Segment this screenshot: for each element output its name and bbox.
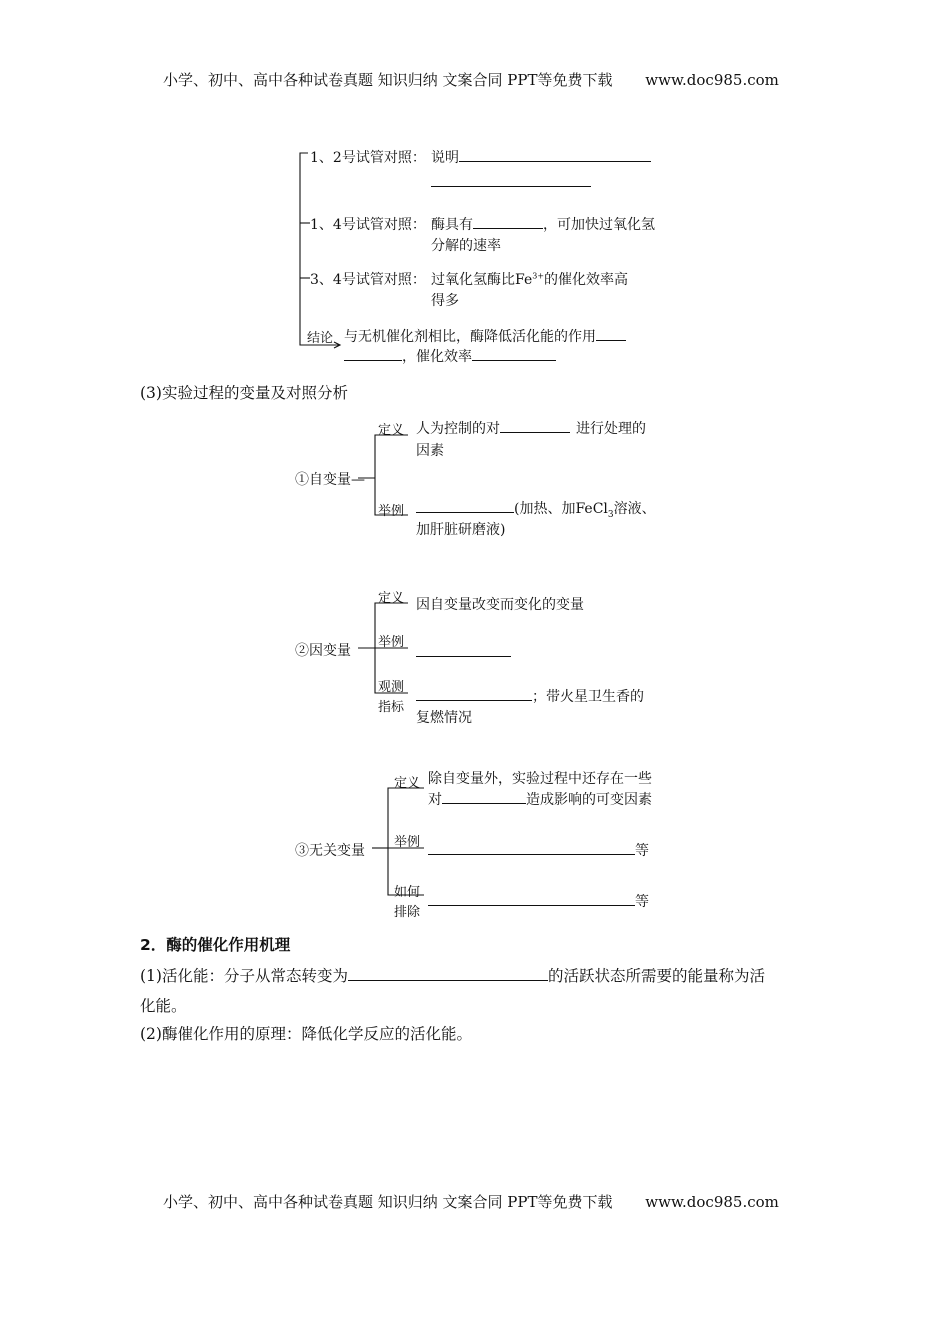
irr-var-how-label-b: 排除 xyxy=(394,905,421,920)
dep-var-obs-text: ；带火星卫生香的 xyxy=(416,686,644,706)
dep-var-obs-label-a: 观测 xyxy=(378,680,405,695)
irr-var-def-text-a: 除自变量外，实验过程中还存在一些 xyxy=(428,771,652,787)
row1-text: 说明 xyxy=(431,147,651,167)
dep-var-ex-label: 举例 xyxy=(378,635,405,650)
blank xyxy=(416,499,514,513)
row2-text-c: 分解的速率 xyxy=(431,238,501,254)
ind-var-ex-label: 举例 xyxy=(378,504,405,519)
irr-var-ex-text: 等 xyxy=(428,840,649,860)
section2-p1-c: 化能。 xyxy=(140,997,187,1015)
blank xyxy=(344,347,402,361)
blank xyxy=(348,967,548,981)
irr-var-def-label: 定义 xyxy=(394,776,421,791)
blank xyxy=(428,892,635,906)
irr-var-def-text: 对 造成影响的可变因素 xyxy=(428,792,652,808)
ind-var-def-text: 人为控制的对 进行处理的 xyxy=(416,421,646,437)
section2-p1: (1)活化能：分子从常态转变为 的活跃状态所需要的能量称为活 xyxy=(140,967,765,985)
blank xyxy=(500,419,570,433)
irr-var-root: ③无关变量 xyxy=(295,843,365,859)
blank xyxy=(596,327,626,341)
blank xyxy=(459,148,651,162)
row1-blank-2 xyxy=(431,172,591,191)
conclusion-label: 结论 xyxy=(307,331,334,346)
blank xyxy=(472,347,556,361)
row3-text: 过氧化氢酶比$Fe^{3+}$的催化效率高 xyxy=(431,271,629,288)
blank xyxy=(428,841,635,855)
blank xyxy=(473,215,543,229)
dep-var-obs-label-b: 指标 xyxy=(378,700,405,715)
blank xyxy=(431,173,591,187)
section3-title: (3)实验过程的变量及对照分析 xyxy=(140,384,348,402)
header-url: www.doc985.com xyxy=(645,71,779,89)
blank xyxy=(442,790,526,804)
ind-var-def-label: 定义 xyxy=(378,423,405,438)
blank xyxy=(416,643,511,657)
conclusion-text-b: ，催化效率 xyxy=(344,346,556,366)
row1-label: 1、2号试管对照： xyxy=(310,150,426,166)
dep-var-def-text: 因自变量改变而变化的变量 xyxy=(416,597,584,613)
dep-var-ex-blank xyxy=(416,642,511,661)
dep-var-obs-text-b: 复燃情况 xyxy=(416,710,472,726)
page-footer xyxy=(163,1191,779,1212)
row3-text-c: 得多 xyxy=(431,293,459,309)
dep-var-root: ②因变量 xyxy=(295,643,351,659)
dep-var-def-label: 定义 xyxy=(378,591,405,606)
ind-var-root: ①自变量— xyxy=(295,472,365,488)
blank xyxy=(416,687,532,701)
ind-var-def-text-c: 因素 xyxy=(416,443,444,459)
section2-title: 2．酶的催化作用机理 xyxy=(140,936,291,954)
footer-text: 小学、初中、高中各种试卷真题 知识归纳 文案合同 PPT等免费下载 xyxy=(163,1193,613,1211)
row2-label: 1、4号试管对照： xyxy=(310,217,426,233)
conclusion-text: 与无机催化剂相比，酶降低活化能的作用 xyxy=(344,326,626,346)
irr-var-how-label-a: 如何 xyxy=(394,885,421,900)
irr-var-ex-label: 举例 xyxy=(394,835,421,850)
ind-var-ex-text-c: 加肝脏研磨液) xyxy=(416,522,506,538)
ind-var-ex-text: (加热、加FeCl$_3$溶液、 xyxy=(416,498,656,520)
header-text: 小学、初中、高中各种试卷真题 知识归纳 文案合同 PPT等免费下载 xyxy=(163,71,613,89)
row2-text: 酶具有 ，可加快过氧化氢 xyxy=(431,217,655,233)
row3-label: 3、4号试管对照： xyxy=(310,272,426,288)
irr-var-how-text: 等 xyxy=(428,891,649,911)
footer-url: www.doc985.com xyxy=(645,1193,779,1211)
section2-p2: (2)酶催化作用的原理：降低化学反应的活化能。 xyxy=(140,1025,472,1043)
